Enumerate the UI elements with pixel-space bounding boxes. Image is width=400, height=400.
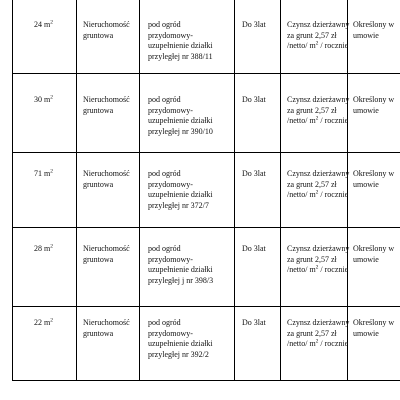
purpose-cell: pod ogród przydomowy- uzupełnienie działki przyległej nr 392/2 (148, 318, 213, 359)
lease-period-cell: Do 3lat (242, 244, 266, 253)
lease-period-cell: Do 3lat (242, 20, 266, 29)
lease-period-cell: Do 3lat (242, 318, 266, 327)
area-cell: 24 $m^2$ (34, 19, 53, 29)
payment-terms-cell: Określony w umowie (353, 20, 395, 40)
property-kind-cell: Nieruchomość gruntowa (83, 318, 130, 338)
payment-terms-cell: Określony w umowie (353, 244, 395, 264)
purpose-cell: pod ogród przydomowy- uzupełnienie działki przyległej j nr 398/3 (148, 244, 214, 285)
area-cell: 30 $m^2$ (34, 94, 53, 104)
table-border-left (12, 0, 13, 381)
row-divider (12, 306, 400, 307)
area-cell: 22 $m^2$ (34, 317, 53, 327)
column-divider (76, 0, 77, 381)
property-kind-cell: Nieruchomość gruntowa (83, 95, 130, 115)
column-divider (234, 0, 235, 381)
row-divider (12, 152, 400, 153)
property-kind-cell: Nieruchomość gruntowa (83, 20, 130, 40)
lease-period-cell: Do 3lat (242, 95, 266, 104)
column-divider (139, 0, 140, 381)
area-cell: 71 $m^2$ (34, 168, 53, 178)
rent-cell: Czynsz dzierżawny za grunt 2,57 zł /netto/ $m^2$ / rocznie (287, 244, 350, 274)
rent-cell: Czynsz dzierżawny za grunt 2,57 zł /netto/ $m^2$ / rocznie (287, 95, 350, 125)
payment-terms-cell: Określony w umowie (353, 318, 395, 338)
property-kind-cell: Nieruchomość gruntowa (83, 244, 130, 264)
rent-cell: Czynsz dzierżawny za grunt 2,57 zł /netto/ $m^2$ / rocznie (287, 318, 350, 348)
row-divider (12, 227, 400, 228)
rent-cell: Czynsz dzierżawny za grunt 2,57 zł /netto/ $m^2$ / rocznie (287, 169, 350, 199)
purpose-cell: pod ogród przydomowy- uzupełnienie działki przyległej nr 388/11 (148, 20, 213, 61)
payment-terms-cell: Określony w umowie (353, 169, 395, 189)
purpose-cell: pod ogród przydomowy- uzupełnienie działki przyległej nr 390/10 (148, 95, 213, 136)
row-divider (12, 73, 400, 74)
purpose-cell: pod ogród przydomowy- uzupełnienie działki przyległej nr 372/7 (148, 169, 213, 210)
lease-period-cell: Do 3lat (242, 169, 266, 178)
property-kind-cell: Nieruchomość gruntowa (83, 169, 130, 189)
table-border-bottom (12, 380, 400, 381)
column-divider (280, 0, 281, 381)
rent-cell: Czynsz dzierżawny za grunt 2,57 zł /netto/ $m^2$ / rocznie (287, 20, 350, 50)
area-cell: 28 $m^2$ (34, 243, 53, 253)
payment-terms-cell: Określony w umowie (353, 95, 395, 115)
